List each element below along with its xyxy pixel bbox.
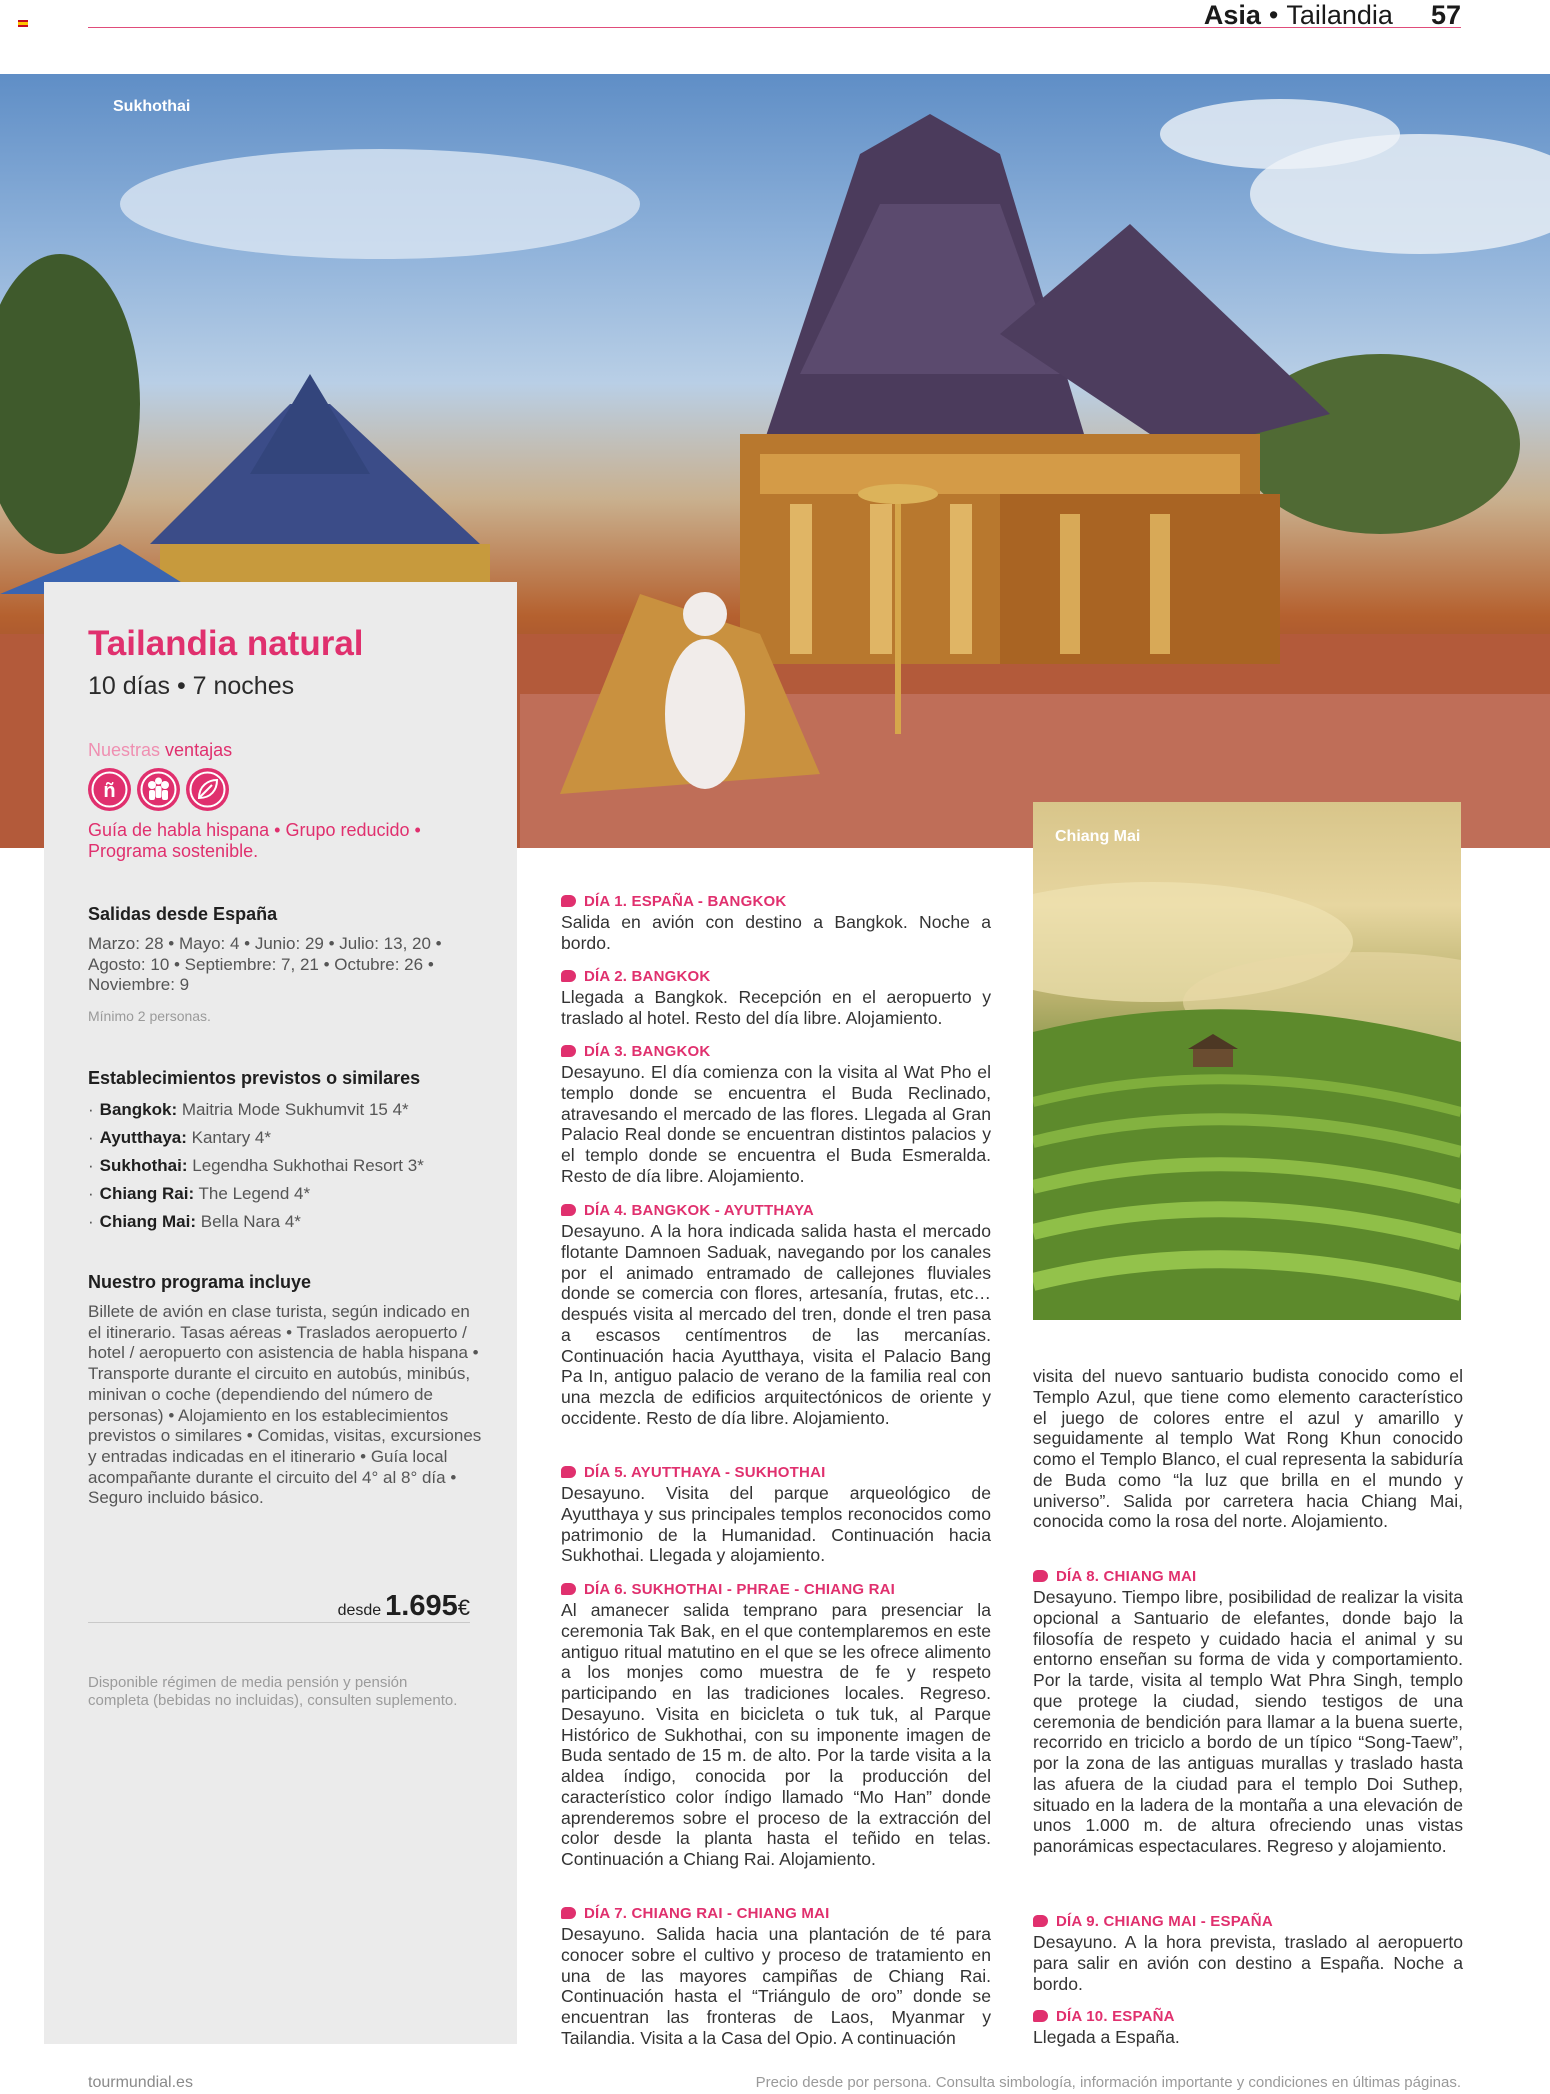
day-text: Al amanecer salida temprano para presenciar la ceremonia Tak Bak, en el que contemplaremos en este antiguo ritual matutino en el que se les ofrece alimento a los monjes como muestra de fe y respeto participando en las tradiciones locales. Regreso. Desayuno. Visita en bicicleta o tuk tuk, al Parque Histórico de Sukhothai, con su imponente imagen de Buda sentado de 15 m. de alto. Por la tarde visita a la aldea índigo, conocida por la producción del característico color índigo llamado “Mo Han” donde aprenderemos sobre el proceso de la extracción del color desde la planta hasta el teñido en telas. Continuación a Chiang Rai. Alojamiento. [561, 1600, 991, 1869]
hispanic-guide-icon [88, 768, 131, 811]
page-number: 57 [1430, 0, 1461, 30]
header-country: Tailandia [1286, 0, 1393, 30]
day-title: DÍA 2. BANGKOK [561, 968, 710, 986]
day-text: Llegada a España. [1033, 2027, 1180, 2047]
day-text: Desayuno. El día comienza con la visita al Wat Pho el templo donde se encuentra el Buda Reclinado, atravesando el mercado de las flores. Llegada al Gran Palacio Real donde se encuentran distintos palacios y el templo donde se encuentra el Buda Esmeralda. Resto de día libre. Alojamiento. [561, 1062, 991, 1186]
hero-caption: Sukhothai [113, 98, 191, 115]
day-title: DÍA 9. CHIANG MAI - ESPAÑA [1033, 1913, 1273, 1931]
hotel-list [88, 1096, 488, 1236]
day-text: Desayuno. A la hora prevista, traslado al aeropuerto para salir en avión con destino a España. Noche a bordo. [1033, 1932, 1463, 1994]
list-item: · Chiang Rai: The Legend 4* [88, 1180, 488, 1208]
day-title: DÍA 4. BANGKOK - AYUTTHAYA [561, 1202, 814, 1220]
day-text: Desayuno. Visita del parque arqueológico de Ayutthaya y sus principales templos reconocidos como patrimonio de la Humanidad. Continuación hacia Sukhothai. Llegada y alojamiento. [561, 1483, 991, 1566]
day-title: DÍA 8. CHIANG MAI [1033, 1568, 1196, 1586]
small-group-icon [137, 768, 180, 811]
footer-note: Precio desde por persona. Consulta simbología, información importante y condiciones en últimas páginas. [755, 2074, 1461, 2091]
departures-text: Marzo: 28 • Mayo: 4 • Junio: 29 • Julio: 13, 20 • Agosto: 10 • Septiembre: 7, 21 • Octubre: 26 • Noviembre: 9 [88, 934, 442, 995]
board-disclaimer: Disponible régimen de media pensión y pensión completa (bebidas no incluidas), consulten suplemento. [88, 1674, 458, 1709]
day-text: Desayuno. Salida hacia una plantación de té para conocer sobre el cultivo y proceso de tratamiento en una de las mayores campiñas de Chiang Rai. Continuación hasta el “Triángulo de oro” donde se encuentran las fronteras de Laos, Myanmar y Tailandia. Visita a la Casa del Opio. A continuación [561, 1924, 991, 2048]
departures-title: Salidas desde España [88, 904, 278, 924]
list-item: · Bangkok: Maitria Mode Sukhumvit 15 4* [88, 1096, 488, 1124]
svg-text:ñ: ñ [103, 780, 116, 802]
sustainable-icon [186, 768, 229, 811]
includes-text: Billete de avión en clase turista, según indicado en el itinerario. Tasas aéreas • Traslados aeropuerto / hotel / aeropuerto con asistencia de habla hispana • Transporte durante el circuito en autobús, minibús, minivan o coche (dependiendo del número de personas) • Alojamiento en los establecimientos previstos o similares • Comidas, visitas, excursiones y entradas indicadas en el itinerario • Guía local acompañante durante el circuito del 4° al 8° día • Seguro incluido básico. [88, 1302, 482, 1508]
day-text: Salida en avión con destino a Bangkok. Noche a bordo. [561, 912, 991, 953]
tea-plantation-illustration [1033, 802, 1461, 1320]
advantages-label-strong: ventajas [165, 740, 233, 760]
day-text: visita del nuevo santuario budista conocido como el Templo Azul, que tiene como elemento característico el juego de colores entre el azul y amarillo y seguidamente al templo Wat Rong Khun conocido como el Templo Blanco, el cual representa la sabiduría de Buda como “la luz que brilla en el mundo y universo”. Salida por carretera hacia Chiang Mai, conocida como la rosa del norte. Alojamiento. [1033, 1366, 1463, 1532]
day-title: DÍA 1. ESPAÑA - BANGKOK [561, 893, 786, 911]
minimum-people-note: Mínimo 2 personas. [88, 1008, 211, 1024]
advantages-label [88, 740, 232, 761]
price-from-label: desde [337, 1602, 382, 1619]
side-image-caption: Chiang Mai [1055, 828, 1141, 845]
trip-duration: 10 días • 7 noches [88, 672, 295, 700]
price-divider [88, 1622, 470, 1623]
footer-website: tourmundial.es [88, 2074, 193, 2091]
day-title: DÍA 7. CHIANG RAI - CHIANG MAI [561, 1905, 829, 1923]
day-title: DÍA 5. AYUTTHAYA - SUKHOTHAI [561, 1464, 825, 1482]
header-separator: • [1268, 0, 1279, 30]
includes-title: Nuestro programa incluye [88, 1272, 312, 1292]
day-title: DÍA 3. BANGKOK [561, 1043, 710, 1061]
header-continent: Asia [1203, 0, 1261, 30]
advantages-text: Guía de habla hispana • Grupo reducido • Programa sostenible. [88, 820, 421, 861]
list-item: · Chiang Mai: Bella Nara 4* [88, 1208, 488, 1236]
list-item: · Sukhothai: Legendha Sukhothai Resort 3* [88, 1152, 488, 1180]
day-text: Llegada a Bangkok. Recepción en el aeropuerto y traslado al hotel. Resto del día libre. Alojamiento. [561, 987, 991, 1028]
page-header [1204, 0, 1461, 30]
trip-info-panel [44, 582, 517, 2044]
hotels-title: Establecimientos previstos o similares [88, 1068, 421, 1088]
price-amount: 1.695 [385, 1590, 458, 1622]
price-currency: € [457, 1595, 470, 1620]
spain-flag-icon [18, 20, 28, 27]
chiang-mai-image [1033, 802, 1461, 1320]
day-title: DÍA 10. ESPAÑA [1033, 2008, 1175, 2026]
day-title: DÍA 6. SUKHOTHAI - PHRAE - CHIANG RAI [561, 1581, 895, 1599]
day-text: Desayuno. Tiempo libre, posibilidad de realizar la visita opcional a Santuario de elefantes, donde bajo la filosofía de respeto y cuidado hacia el animal y su entorno enseñan su forma de vida y comportamiento. Por la tarde, visita al templo Wat Phra Singh, templo que protege la ciudad, siendo testigos de una ceremonia de bendición para llamar a la buena suerte, recorrido en triciclo a bordo de un típico “Song-Taew”, por la zona de las antiguas murallas y traslado hasta las afuera de la ciudad para el templo Doi Suthep, situado en la ladera de la montaña a una elevación de unos 1.000 m. de altura ofreciendo unas vistas panorámicas espectaculares. Regreso y alojamiento. [1033, 1587, 1463, 1856]
list-item: · Ayutthaya: Kantary 4* [88, 1124, 488, 1152]
trip-title: Tailandia natural [88, 624, 364, 663]
advantage-icons [88, 768, 229, 811]
day-text: Desayuno. A la hora indicada salida hasta el mercado flotante Damnoen Saduak, navegando por los canales por el animado entramado de callejones fluviales donde se comercia con flores, artesanía, frutas, etc… después visita al mercado del tren, donde el tren pasa a escasos centímentros de las mercanías. Continuación hacia Ayutthaya, visita el Palacio Bang Pa In, antiguo palacio de verano de la familia real con una mezcla de edificios arquitectónicos de oriente y occidente. Resto de día libre. Alojamiento. [561, 1221, 991, 1428]
price [88, 1590, 470, 1623]
advantages-label-light: Nuestras [88, 740, 161, 760]
